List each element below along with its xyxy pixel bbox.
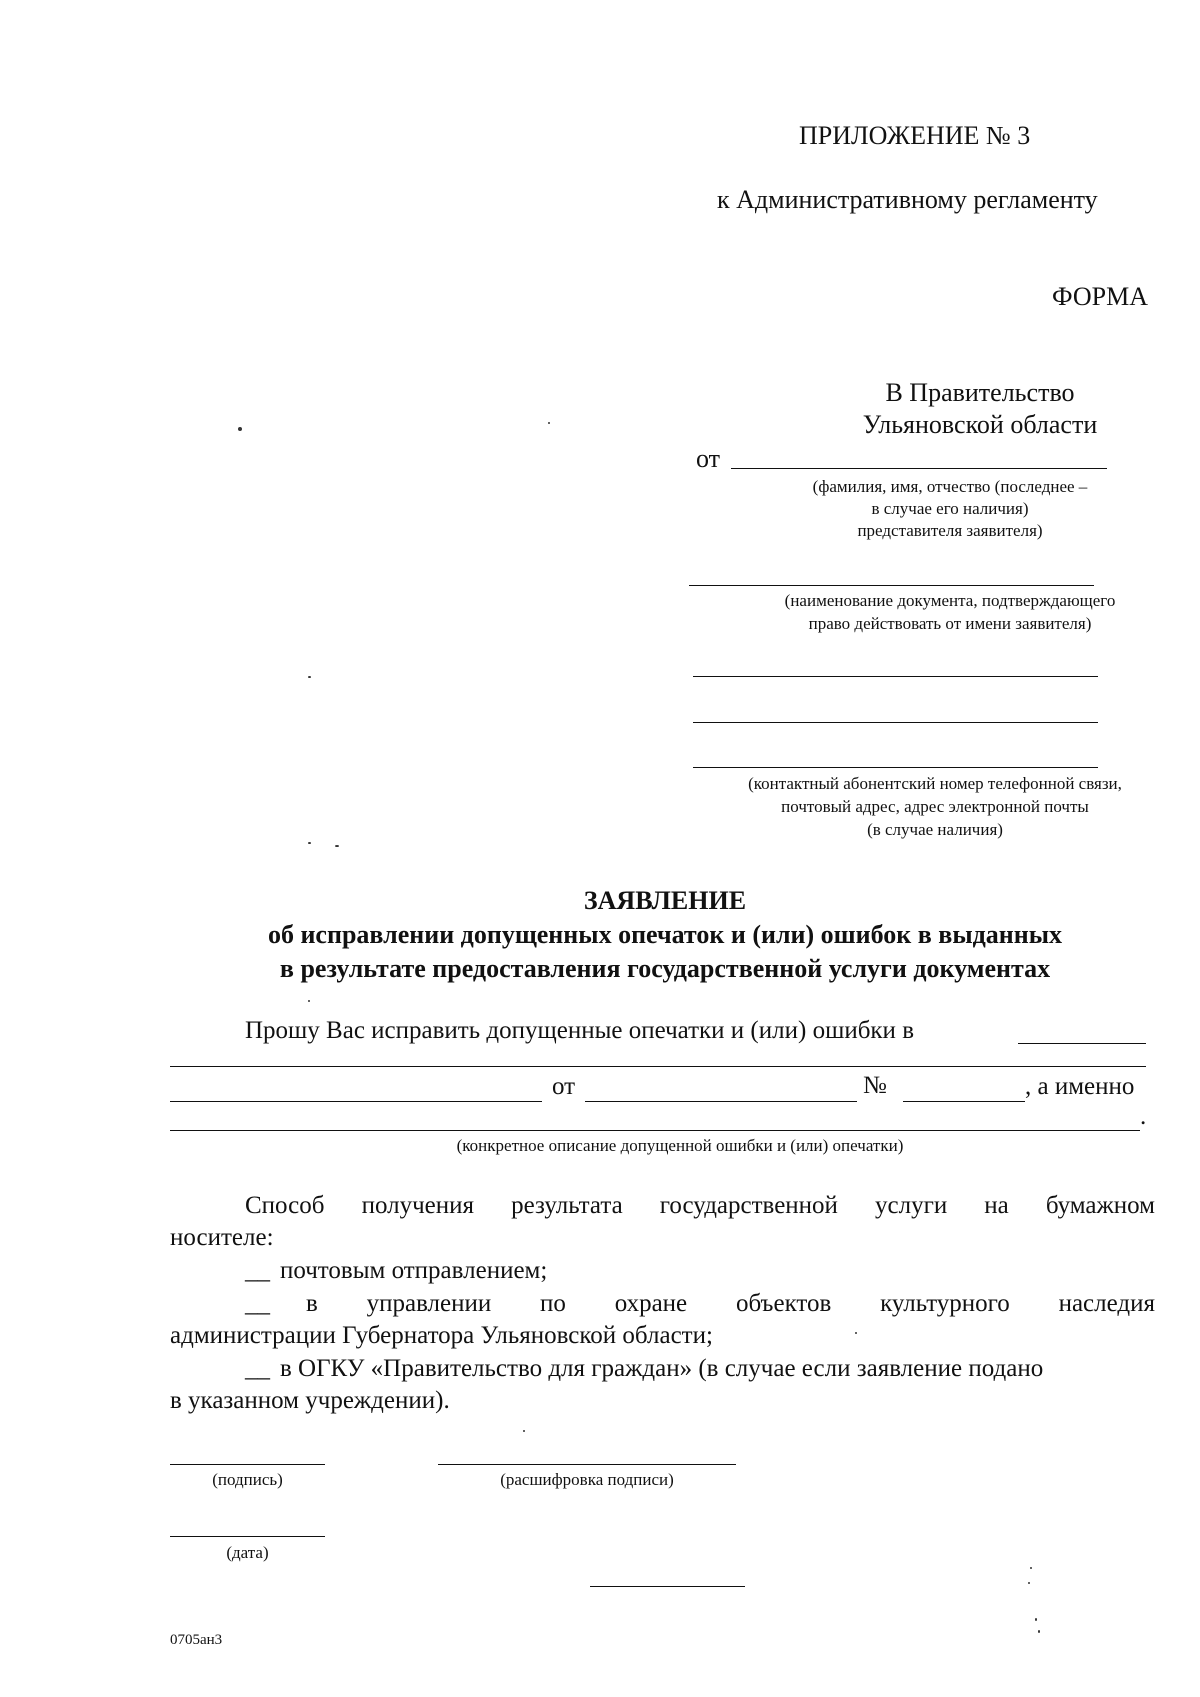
contact-field-2[interactable]: [693, 722, 1098, 723]
error-caption: (конкретное описание допущенной ошибки и (или) опечатки): [456, 1136, 904, 1155]
error-description-field[interactable]: [170, 1130, 1140, 1131]
document-code: 0705ан3: [170, 1632, 223, 1648]
document-name-field[interactable]: [1018, 1043, 1146, 1044]
date-field[interactable]: [170, 1536, 325, 1537]
statement-subtitle-2: в результате предоставления государственной услуги документах: [279, 954, 1051, 983]
applicant-name-field[interactable]: [731, 468, 1107, 469]
option-2-checkbox[interactable]: __: [245, 1290, 270, 1317]
contact-caption-3: (в случае наличия): [867, 820, 1003, 839]
from-caption-2: в случае его наличия): [871, 499, 1029, 518]
statement-title: ЗАЯВЛЕНИЕ: [583, 886, 747, 915]
date-caption: (дата): [226, 1543, 269, 1562]
scan-speck: [1035, 1618, 1037, 1621]
scan-speck: [523, 1430, 525, 1432]
from-caption-1: (фамилия, имя, отчество (последнее –: [812, 477, 1088, 496]
decoding-caption: (расшифровка подписи): [500, 1470, 674, 1489]
signature-decoding-field[interactable]: [438, 1464, 736, 1465]
closing-rule: [590, 1586, 745, 1587]
scan-speck: [335, 845, 339, 847]
scan-speck: [1028, 1582, 1030, 1584]
scan-speck: [548, 422, 550, 424]
issuer-field[interactable]: [170, 1101, 542, 1102]
namely-text: , а именно: [1025, 1073, 1135, 1100]
from-label: от: [696, 444, 721, 473]
method-intro-line-1: Способ получения результата государственной услуги на бумажном: [245, 1192, 1155, 1219]
scan-speck: [308, 842, 311, 844]
option-3-line-1: в ОГКУ «Правительство для граждан» (в случае если заявление подано: [280, 1355, 1044, 1382]
doc-caption-2: право действовать от имени заявителя): [808, 614, 1092, 633]
date-from-label: от: [552, 1073, 576, 1100]
option-2-line-1: в управлении по охране объектов культурного наследия: [306, 1290, 1155, 1317]
option-1-checkbox[interactable]: __: [245, 1257, 270, 1284]
signature-caption: (подпись): [212, 1470, 283, 1489]
doc-caption-1: (наименование документа, подтверждающего: [784, 591, 1116, 610]
contact-field-3[interactable]: [693, 767, 1098, 768]
scan-speck: [855, 1332, 857, 1334]
authority-document-field[interactable]: [689, 585, 1094, 586]
number-label: №: [863, 1072, 887, 1099]
scan-speck: [1038, 1630, 1040, 1633]
contact-caption-2: почтовый адрес, адрес электронной почты: [781, 797, 1089, 816]
scan-speck: [238, 427, 242, 431]
option-3-checkbox[interactable]: __: [245, 1355, 270, 1382]
option-3-line-2: в указанном учреждении).: [170, 1387, 450, 1414]
contact-field-1[interactable]: [693, 676, 1098, 677]
scan-speck: [308, 1000, 310, 1002]
period-mark: .: [1140, 1103, 1147, 1130]
document-date-field[interactable]: [585, 1101, 857, 1102]
appendix-number: ПРИЛОЖЕНИЕ № 3: [799, 121, 1031, 150]
regulation-reference: к Административному регламенту: [717, 185, 1098, 214]
contact-caption-1: (контактный абонентский номер телефонной связи,: [748, 774, 1122, 793]
document-name-field-continued[interactable]: [170, 1066, 1146, 1067]
recipient-line-2: Ульяновской области: [862, 410, 1098, 439]
form-label: ФОРМА: [1052, 282, 1148, 311]
recipient-line-1: В Правительство: [885, 378, 1075, 407]
document-number-field[interactable]: [903, 1101, 1025, 1102]
method-intro-line-2: носителе:: [170, 1224, 274, 1251]
option-1-label: почтовым отправлением;: [280, 1257, 548, 1284]
scan-speck: [1030, 1567, 1032, 1569]
statement-subtitle-1: об исправлении допущенных опечаток и (или) ошибок в выданных: [267, 920, 1063, 949]
from-caption-3: представителя заявителя): [857, 521, 1043, 540]
scan-speck: [308, 676, 311, 678]
signature-field[interactable]: [170, 1464, 325, 1465]
option-2-line-2: администрации Губернатора Ульяновской области;: [170, 1322, 713, 1349]
request-text: Прошу Вас исправить допущенные опечатки и (или) ошибки в: [245, 1017, 914, 1044]
